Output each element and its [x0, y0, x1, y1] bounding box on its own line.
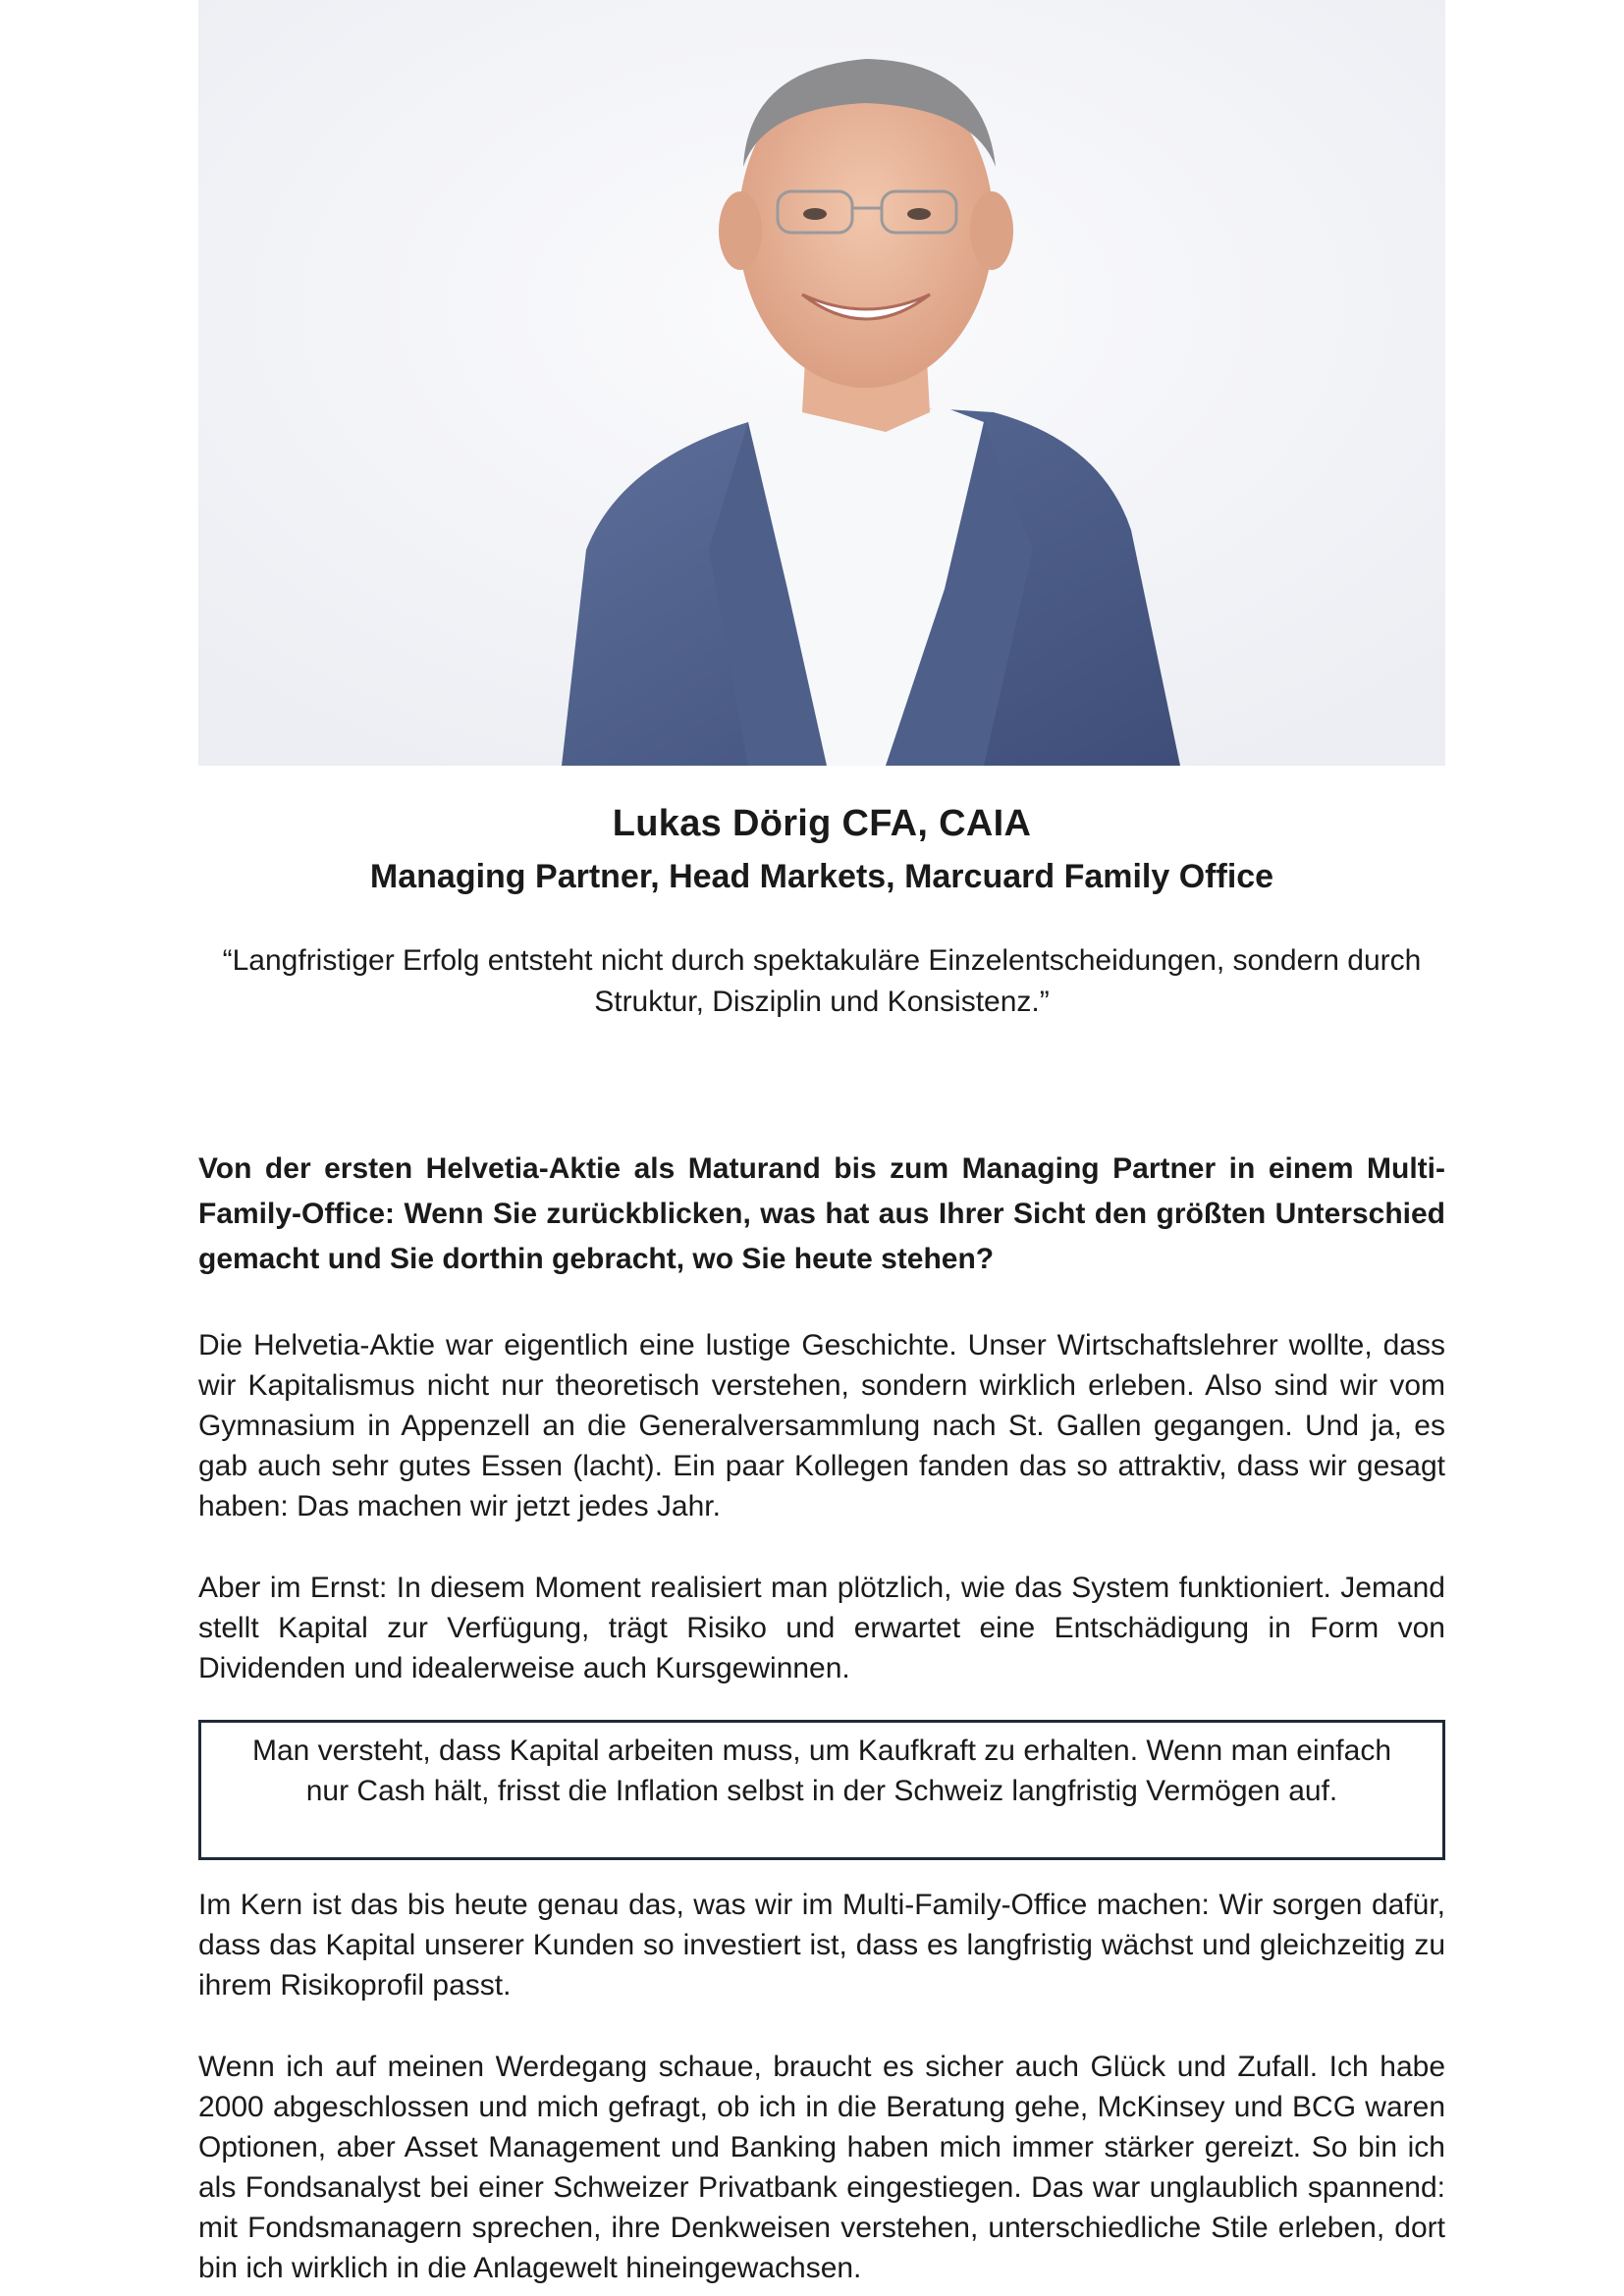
person-role: Managing Partner, Head Markets, Marcuard Family Office: [369, 858, 1274, 895]
answer-paragraph-1: Die Helvetia-Aktie war eigentlich eine lustige Geschichte. Unser Wirtschaftslehrer wollte, dass wir Kapitalismus nicht nur theoretisch verstehen, sondern wirklich erleben. Also sind wir vom Gymnasium in Appenzell an die Generalversammlung nach St. Gallen gegangen. Und ja, es gab auch sehr gutes Essen (lacht). Ein paar Kollegen fanden das so attraktiv, dass wir gesagt haben: Das machen wir jetzt jedes Jahr.: [198, 1329, 1445, 1522]
portrait-photo: [198, 0, 1445, 766]
answer-paragraph-4: Wenn ich auf meinen Werdegang schaue, braucht es sicher auch Glück und Zufall. Ich habe 2000 abgeschlossen und mich gefragt, ob ich in die Beratung gehe, McKinsey und BCG waren Optionen, aber Asset Management und Banking haben mich immer stärker gereizt. So bin ich als Fondsanalyst bei einer Schweizer Privatbank eingestiegen. Das war unglaublich spannend: mit Fondsmanagern sprechen, ihre Denkweisen verstehen, unterschiedliche Stile erleben, dort bin ich wirklich in die Anlagewelt hineingewachsen.: [198, 2051, 1445, 2284]
highlight-callout-box: [198, 1720, 1445, 1860]
callout-text: Man versteht, dass Kapital arbeiten muss, um Kaufkraft zu erhalten. Wenn man einfach nur Cash hält, frisst die Inflation selbst in der Schweiz langfristig Vermögen auf.: [251, 1735, 1392, 1807]
answer-paragraph-3: Im Kern ist das bis heute genau das, was wir im Multi-Family-Office machen: Wir sorgen dafür, dass das Kapital unserer Kunden so investiert ist, dass es langfristig wächst und gleichzeitig zu ihrem Risikoprofil passt.: [198, 1889, 1445, 2002]
interview-question: Von der ersten Helvetia-Aktie als Maturand bis zum Managing Partner in einem Multi-Family-Office: Wenn Sie zurückblicken, was hat aus Ihrer Sicht den größten Unterschied gemacht und Sie dorthin gebracht, wo Sie heute stehen?: [198, 1152, 1445, 1275]
person-name: Lukas Dörig CFA, CAIA: [612, 803, 1032, 844]
answer-paragraph-2: Aber im Ernst: In diesem Moment realisiert man plötzlich, wie das System funktioniert. Jemand stellt Kapital zur Verfügung, trägt Risiko und erwartet eine Entschädigung in Form von Dividenden und idealerweise auch Kursgewinnen.: [198, 1572, 1445, 1684]
portrait-illustration: [198, 0, 1445, 766]
pull-quote: “Langfristiger Erfolg entsteht nicht durch spektakuläre Einzelentscheidungen, sondern durch Struktur, Disziplin und Konsistenz.”: [222, 944, 1422, 1018]
